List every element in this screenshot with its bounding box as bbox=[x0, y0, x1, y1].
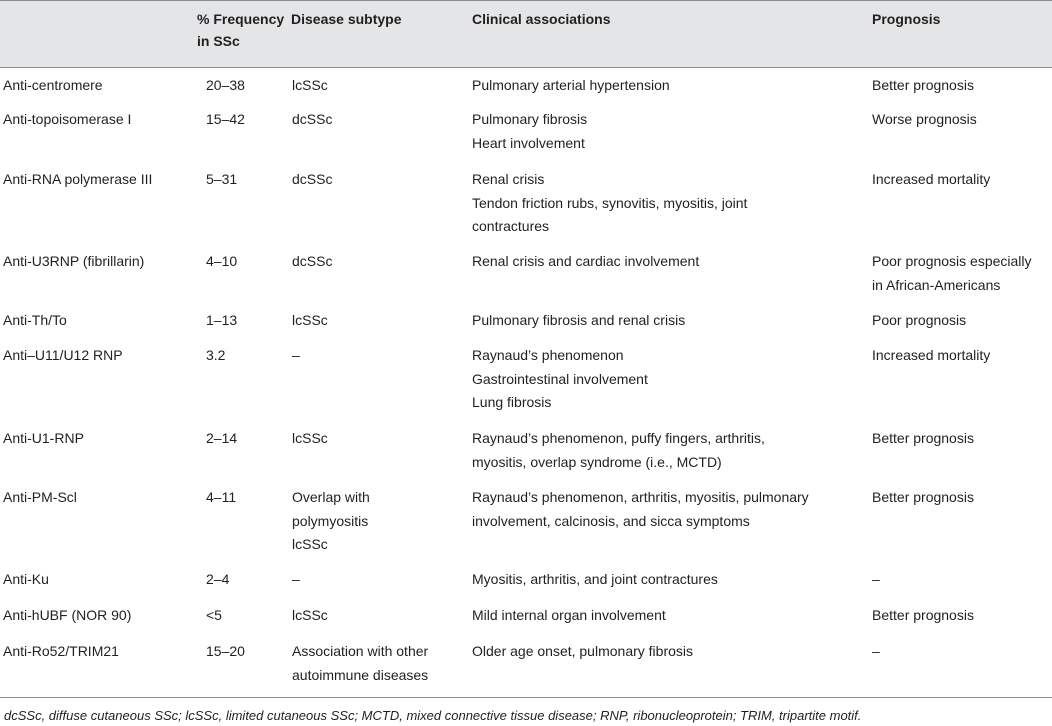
cell-frequency: 15–42 bbox=[206, 111, 245, 127]
cell-prognosis-line: – bbox=[872, 643, 880, 659]
cell-clinical-line: Raynaud’s phenomenon, puffy fingers, arthritis, bbox=[472, 430, 765, 446]
cell-subtype bbox=[292, 344, 300, 368]
cell-subtype-line: lcSSc bbox=[292, 536, 328, 552]
cell-prognosis bbox=[872, 108, 977, 132]
cell-prognosis-line: Poor prognosis bbox=[872, 312, 967, 328]
cell-clinical-line: Pulmonary arterial hypertension bbox=[472, 77, 670, 93]
cell-prognosis bbox=[872, 486, 974, 510]
cell-prognosis bbox=[872, 568, 880, 592]
cell-prognosis bbox=[872, 427, 974, 451]
cell-antibody: Anti-hUBF (NOR 90) bbox=[3, 607, 132, 623]
cell-frequency: 5–31 bbox=[206, 171, 238, 187]
cell-clinical-line: Gastrointestinal involvement bbox=[472, 370, 648, 387]
cell-subtype bbox=[292, 640, 428, 687]
cell-clinical bbox=[472, 344, 648, 415]
top-rule bbox=[0, 0, 1052, 1]
cell-frequency: <5 bbox=[206, 607, 222, 623]
cell-subtype-line: lcSSc bbox=[292, 430, 328, 446]
cell-clinical-line: Pulmonary fibrosis bbox=[472, 111, 588, 127]
header-frequency-line: in SSc bbox=[197, 33, 240, 49]
cell-frequency: 3.2 bbox=[206, 347, 226, 363]
cell-subtype-line: dcSSc bbox=[292, 171, 333, 187]
header-rule bbox=[0, 67, 1052, 68]
cell-clinical-line: Tendon friction rubs, synovitis, myositis, joint bbox=[472, 194, 748, 211]
cell-prognosis bbox=[872, 344, 990, 368]
cell-frequency: 1–13 bbox=[206, 312, 238, 328]
cell-frequency: 15–20 bbox=[206, 643, 245, 659]
cell-clinical-line: Renal crisis and cardiac involvement bbox=[472, 253, 700, 269]
cell-prognosis-line: Increased mortality bbox=[872, 171, 991, 187]
cell-clinical bbox=[472, 250, 699, 274]
cell-subtype bbox=[292, 168, 332, 192]
cell-antibody: Anti-topoisomerase I bbox=[3, 111, 132, 127]
cell-clinical-line: Older age onset, pulmonary fibrosis bbox=[472, 643, 693, 659]
cell-clinical-line: Heart involvement bbox=[472, 134, 585, 151]
cell-clinical-line: Mild internal organ involvement bbox=[472, 607, 666, 623]
cell-subtype-line: lcSSc bbox=[292, 607, 328, 623]
cell-prognosis-line: Increased mortality bbox=[872, 347, 991, 363]
cell-clinical-line: Raynaud’s phenomenon bbox=[472, 347, 624, 363]
cell-frequency: 20–38 bbox=[206, 77, 245, 93]
cell-prognosis-line: Poor prognosis especially bbox=[872, 253, 1032, 269]
cell-subtype-line: Overlap with bbox=[292, 489, 370, 505]
cell-prognosis-line: Better prognosis bbox=[872, 430, 974, 446]
cell-frequency: 2–14 bbox=[206, 430, 238, 446]
cell-antibody: Anti–U11/U12 RNP bbox=[3, 347, 123, 363]
cell-frequency: 4–11 bbox=[206, 489, 237, 505]
cell-subtype bbox=[292, 250, 332, 274]
cell-clinical-line: Myositis, arthritis, and joint contractures bbox=[472, 571, 718, 587]
cell-subtype bbox=[292, 74, 328, 98]
cell-antibody: Anti-U3RNP (fibrillarin) bbox=[3, 253, 145, 269]
cell-clinical bbox=[472, 309, 685, 333]
cell-subtype-line: dcSSc bbox=[292, 253, 333, 269]
cell-subtype-line: lcSSc bbox=[292, 312, 328, 328]
cell-prognosis-line: Better prognosis bbox=[872, 489, 974, 505]
cell-antibody: Anti-PM-Scl bbox=[3, 489, 77, 505]
cell-subtype bbox=[292, 427, 328, 451]
cell-subtype-line: dcSSc bbox=[292, 111, 333, 127]
cell-clinical bbox=[472, 486, 809, 533]
cell-subtype-line: polymyositis bbox=[292, 512, 369, 529]
table-footnote: dcSSc, diffuse cutaneous SSc; lcSSc, limited cutaneous SSc; MCTD, mixed connective tissue disease; RNP, ribonucleoprotein; TRIM, tripartite motif. bbox=[4, 708, 862, 723]
cell-subtype bbox=[292, 309, 328, 333]
cell-prognosis bbox=[872, 640, 880, 664]
header-frequency-line: % Frequency bbox=[197, 11, 285, 27]
cell-prognosis-line: in African-Americans bbox=[872, 276, 1001, 293]
cell-prognosis bbox=[872, 309, 966, 333]
cell-subtype-line: lcSSc bbox=[292, 77, 328, 93]
cell-subtype-line: – bbox=[292, 571, 300, 587]
cell-subtype bbox=[292, 108, 332, 132]
cell-clinical bbox=[472, 568, 718, 592]
bottom-rule bbox=[0, 697, 1052, 698]
cell-prognosis bbox=[872, 604, 974, 628]
header-frequency bbox=[197, 8, 284, 52]
cell-clinical-line: Renal crisis bbox=[472, 171, 545, 187]
cell-subtype bbox=[292, 486, 370, 557]
cell-prognosis-line: Worse prognosis bbox=[872, 111, 977, 127]
cell-antibody: Anti-centromere bbox=[3, 77, 103, 93]
header-clinical: Clinical associations bbox=[472, 11, 611, 27]
cell-clinical-line: myositis, overlap syndrome (i.e., MCTD) bbox=[472, 453, 722, 470]
cell-clinical bbox=[472, 427, 765, 474]
cell-clinical-line: Pulmonary fibrosis and renal crisis bbox=[472, 312, 686, 328]
cell-antibody: Anti-Th/To bbox=[3, 312, 67, 328]
cell-subtype bbox=[292, 604, 328, 628]
cell-antibody: Anti-RNA polymerase III bbox=[3, 171, 153, 187]
cell-subtype bbox=[292, 568, 300, 592]
cell-subtype-line: Association with other bbox=[292, 643, 429, 659]
cell-subtype-line: – bbox=[292, 347, 300, 363]
cell-prognosis bbox=[872, 168, 990, 192]
cell-frequency: 4–10 bbox=[206, 253, 238, 269]
header-prognosis: Prognosis bbox=[872, 11, 941, 27]
cell-subtype-line: autoimmune diseases bbox=[292, 666, 429, 683]
cell-antibody: Anti-U1-RNP bbox=[3, 430, 84, 446]
cell-prognosis-line: Better prognosis bbox=[872, 77, 974, 93]
cell-clinical bbox=[472, 168, 747, 239]
cell-antibody: Anti-Ro52/TRIM21 bbox=[3, 643, 119, 659]
cell-prognosis bbox=[872, 74, 974, 98]
cell-clinical bbox=[472, 74, 670, 98]
cell-clinical-line: Raynaud’s phenomenon, arthritis, myositis, pulmonary bbox=[472, 489, 809, 505]
cell-frequency: 2–4 bbox=[206, 571, 230, 587]
cell-prognosis-line: Better prognosis bbox=[872, 607, 974, 623]
cell-prognosis bbox=[872, 250, 1032, 297]
cell-clinical-line: Lung fibrosis bbox=[472, 394, 552, 410]
cell-clinical-line: involvement, calcinosis, and sicca symptoms bbox=[472, 512, 750, 529]
cell-clinical bbox=[472, 640, 693, 664]
cell-clinical-line: contractures bbox=[472, 218, 550, 234]
cell-prognosis-line: – bbox=[872, 571, 880, 587]
cell-antibody: Anti-Ku bbox=[3, 571, 49, 587]
header-subtype: Disease subtype bbox=[291, 11, 402, 27]
cell-clinical bbox=[472, 108, 587, 155]
cell-clinical bbox=[472, 604, 666, 628]
